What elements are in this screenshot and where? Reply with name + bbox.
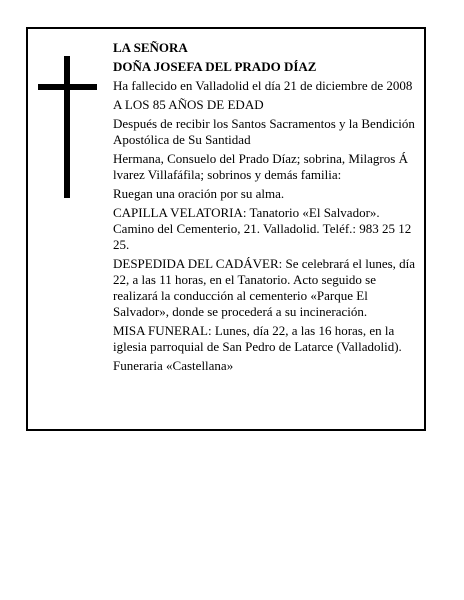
obituary-prayer: Ruegan una oración por su alma. xyxy=(113,186,285,201)
obituary-mass: MISA FUNERAL: Lunes, día 22, a las 16 horas, en la iglesia parroquial de San Pedro de Latarce (Valladolid). xyxy=(113,323,402,354)
obituary-funeral-home: Funeraria «Castellana» xyxy=(113,358,234,373)
obituary-sacraments: Después de recibir los Santos Sacramentos y la Bendición Apostólica de Su Santidad xyxy=(113,116,415,147)
cross-icon-bar xyxy=(38,84,97,90)
cross-icon xyxy=(64,56,70,198)
obituary-text xyxy=(113,40,419,374)
obituary-deceased-name: DOÑA JOSEFA DEL PRADO DÍAZ xyxy=(113,59,317,74)
obituary-age: A LOS 85 AÑOS DE EDAD xyxy=(113,97,264,112)
obituary-farewell: DESPEDIDA DEL CADÁVER: Se celebrará el lunes, día 22, a las 11 horas, en el Tanatorio. Acto seguido se realizará la conducción al cementerio «Parque El Salvador», donde se procederá a su incineración. xyxy=(113,256,416,319)
obituary-family: Hermana, Consuelo del Prado Díaz; sobrina, Milagros Á lvarez Villafáfila; sobrinos y demás familia: xyxy=(113,151,408,182)
obituary-chapel: CAPILLA VELATORIA: Tanatorio «El Salvador». Camino del Cementerio, 21. Valladolid. Teléf.: 983 25 12 25. xyxy=(113,205,412,252)
obituary-death-info: Ha fallecido en Valladolid el día 21 de diciembre de 2008 xyxy=(113,78,413,93)
obituary-heading-title: LA SEÑORA xyxy=(113,40,188,55)
